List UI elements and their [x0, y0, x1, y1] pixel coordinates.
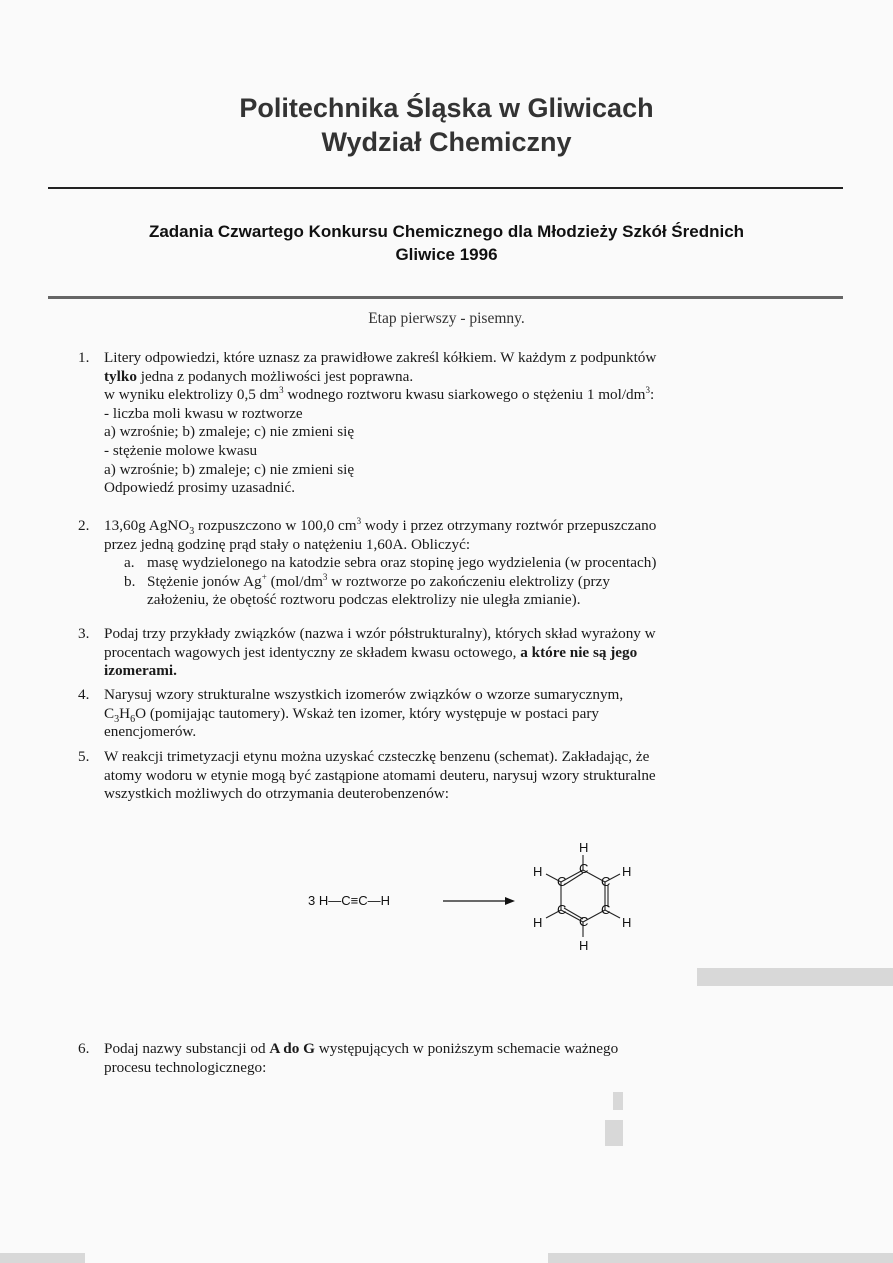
text: jedna z podanych możliwości jest poprawna.	[136, 367, 414, 385]
benzene-atom-labels	[533, 840, 631, 953]
scan-smudge	[605, 1120, 623, 1146]
text: O (pomijając tautomery). Wskaż ten izomer, który występuje w postaci pary	[135, 704, 599, 722]
hydrogen-label: H	[622, 864, 632, 879]
text: :	[649, 386, 655, 404]
bold-text: izomerami	[104, 662, 174, 680]
task-number: 4.	[78, 686, 90, 703]
carbon-label: C	[557, 874, 567, 889]
carbon-label: C	[579, 861, 589, 876]
text: założeniu, że obętość roztworu podczas elektrolizy nie uległa zmianie).	[147, 591, 581, 609]
bold-text: A	[269, 1040, 280, 1057]
task-5	[78, 748, 848, 804]
task-line	[104, 368, 848, 387]
hydrogen-label: H	[533, 864, 543, 879]
hydrogen-label: H	[579, 840, 589, 855]
text: w roztworze po zakończeniu elektrolizy (przy	[327, 572, 610, 590]
text: w wyniku elektrolizy 0,5 dm	[104, 386, 280, 404]
reaction-arrow	[443, 897, 515, 905]
scan-smudge	[548, 1253, 893, 1263]
sub-question-a	[124, 554, 848, 573]
carbon-label: C	[601, 874, 611, 889]
bold-text: a które nie są jego	[520, 643, 638, 661]
task-line: atomy wodoru w etynie mogą być zastąpione atomami deuteru, narysuj wzory strukturalne	[104, 766, 656, 784]
text: procentach wagowych jest identyczny ze składem kwasu octowego,	[104, 643, 521, 661]
task-line: - stężenie molowe kwasu	[104, 441, 258, 459]
task-line	[104, 662, 848, 681]
subscript: 3	[189, 526, 195, 538]
bold-text: tylko	[104, 367, 137, 385]
hydrogen-label: H	[622, 915, 632, 930]
superscript: +	[261, 571, 267, 582]
carbon-label: C	[601, 902, 611, 917]
task-number: 3.	[78, 625, 90, 642]
task-4	[78, 686, 848, 742]
task-line: wszystkich możliwych do otrzymania deuterobenzenów:	[104, 785, 449, 803]
superscript: 3	[322, 571, 328, 582]
carbon-label: C	[579, 914, 589, 929]
university-title: Politechnika Śląska w Gliwicach	[239, 93, 654, 123]
header-divider	[48, 187, 843, 189]
hydrogen-label: H	[579, 938, 589, 953]
contest-place-year: Gliwice 1996	[395, 245, 498, 264]
task-line: przez jedną godzinę prąd stały o natężeniu 1,60A. Obliczyć:	[104, 535, 471, 553]
task-line: Podaj trzy przykłady związków (nazwa i wzór półstrukturalny), których skład wyrażony w	[104, 625, 656, 642]
task-3	[78, 625, 848, 681]
task-6	[78, 1040, 848, 1077]
item-letter: a.	[124, 554, 135, 572]
text: występujących w poniższym schemacie ważnego	[314, 1040, 619, 1057]
scan-smudge	[613, 1092, 623, 1110]
task-1	[78, 349, 848, 498]
contest-title: Zadania Czwartego Konkursu Chemicznego dla Młodzieży Szkół Średnich	[148, 222, 745, 241]
task-line: Litery odpowiedzi, które uznasz za prawidłowe zakreśl kółkiem. W każdym z podpunktów	[104, 349, 657, 366]
subtitle-divider	[48, 296, 843, 299]
task-line	[104, 1040, 848, 1059]
task-line	[104, 517, 848, 536]
text: wodnego roztworu kwasu siarkowego o stężeniu 1 mol/dm	[283, 386, 646, 404]
task-line: enencjomerów.	[104, 723, 197, 741]
superscript: 3	[645, 385, 650, 396]
task-number: 5.	[78, 748, 90, 765]
task-number: 1.	[78, 349, 90, 366]
text: Stężenie jonów Ag	[147, 572, 262, 590]
bold-text: G	[303, 1040, 315, 1057]
text: Podaj nazwy substancji od	[104, 1040, 270, 1057]
item-letter: b.	[124, 572, 136, 590]
scan-smudge	[697, 968, 893, 986]
task-number: 2.	[78, 517, 90, 534]
text: masę wydzielonego na katodzie sebra oraz stopinę jego wydzielenia (w procentach)	[147, 554, 657, 572]
task-line: Odpowiedź prosimy uzasadnić.	[104, 479, 296, 497]
task-line	[104, 705, 848, 724]
text: H	[119, 704, 131, 722]
text: (mol/dm	[266, 572, 323, 590]
hydrogen-label: H	[533, 915, 543, 930]
text: 13,60g AgNO	[104, 517, 190, 534]
task-line	[104, 644, 848, 663]
text: C	[104, 704, 115, 722]
subscript: 6	[130, 713, 136, 725]
task-line: - liczba moli kwasu w roztworze	[104, 404, 303, 422]
carbon-label: C	[557, 902, 567, 917]
text: wody i przez otrzymany roztwór przepuszczano	[361, 517, 657, 534]
subscript: 3	[114, 713, 120, 725]
text: rozpuszczono w 100,0 cm	[194, 517, 357, 534]
task-2	[78, 517, 848, 610]
superscript: 3	[279, 385, 284, 396]
bold-text: do	[279, 1040, 304, 1057]
task-line	[104, 386, 848, 405]
text: .	[173, 662, 177, 680]
task-line: procesu technologicznego:	[104, 1058, 267, 1076]
reactant-formula: 3 H—C≡C—H	[308, 893, 390, 908]
stage-label: Etap pierwszy - pisemny.	[368, 310, 525, 327]
faculty-title: Wydział Chemiczny	[321, 127, 572, 157]
scan-smudge	[0, 1253, 85, 1263]
sub-questions	[124, 554, 848, 610]
task-number: 6.	[78, 1040, 90, 1057]
sub-question-b	[124, 573, 848, 592]
task-line	[124, 591, 848, 610]
answer-options: a) wzrośnie; b) zmaleje; c) nie zmieni się	[104, 460, 355, 478]
task-line: W reakcji trimetyzacji etynu można uzyskać czsteczkę benzenu (schemat). Zakładając, że	[104, 748, 650, 765]
superscript: 3	[356, 515, 362, 526]
answer-options: a) wzrośnie; b) zmaleje; c) nie zmieni się	[104, 423, 355, 441]
task-line: Narysuj wzory strukturalne wszystkich izomerów związków o wzorze sumarycznym,	[104, 686, 624, 703]
trimerization-reaction-scheme	[300, 835, 660, 965]
